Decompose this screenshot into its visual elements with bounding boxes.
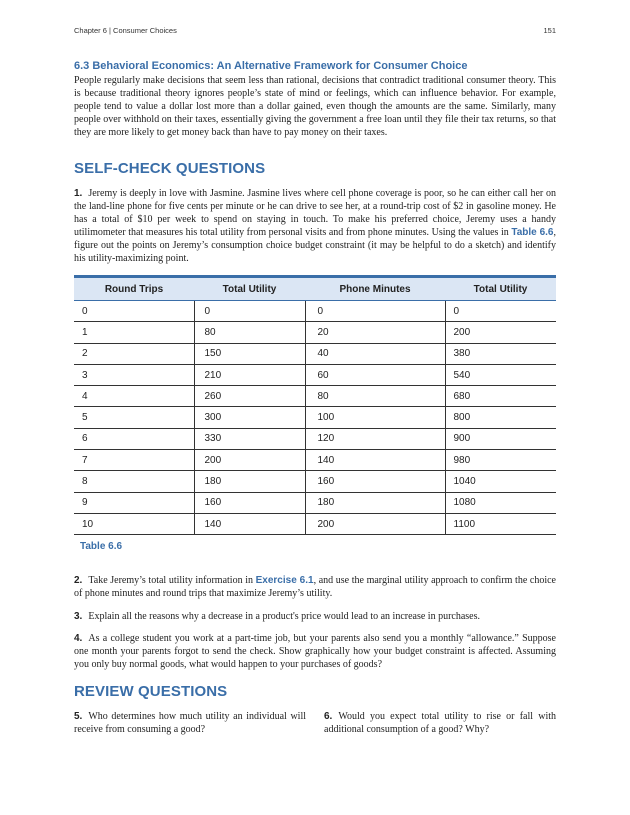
table-cell: 6 bbox=[74, 428, 194, 449]
question-number: 6. bbox=[324, 711, 333, 723]
table-cell: 980 bbox=[445, 450, 556, 471]
page-content bbox=[74, 60, 556, 736]
question-1-text-end: , figure out the points on Jeremy’s consumption choice budget constraint (it may be helpful to do a sketch) and identify his utility-maximizing point. bbox=[74, 227, 556, 264]
question-number: 3. bbox=[74, 611, 83, 623]
table-row bbox=[74, 301, 556, 322]
table-cell: 10 bbox=[74, 513, 194, 534]
table-cell: 9 bbox=[74, 492, 194, 513]
table-cell: 380 bbox=[445, 343, 556, 364]
table-cell: 160 bbox=[305, 471, 445, 492]
header-round-trips: Round Trips bbox=[74, 277, 194, 301]
table-cell: 540 bbox=[445, 364, 556, 385]
table-cell: 20 bbox=[305, 322, 445, 343]
table-cell: 800 bbox=[445, 407, 556, 428]
table-cell: 680 bbox=[445, 386, 556, 407]
table-cell: 150 bbox=[194, 343, 305, 364]
question-3 bbox=[74, 610, 556, 623]
table-cell: 120 bbox=[305, 428, 445, 449]
table-body bbox=[74, 301, 556, 535]
table-cell: 180 bbox=[194, 471, 305, 492]
question-number: 2. bbox=[74, 575, 83, 587]
table-cell: 200 bbox=[445, 322, 556, 343]
question-number: 5. bbox=[74, 711, 83, 723]
table-6-6-link[interactable]: Table 6.6 bbox=[511, 227, 554, 238]
table-row bbox=[74, 364, 556, 385]
question-3-text: Explain all the reasons why a decrease in a product's price would lead to an increase in purchases. bbox=[88, 611, 480, 623]
header-phone-minutes: Phone Minutes bbox=[305, 277, 445, 301]
table-cell: 80 bbox=[194, 322, 305, 343]
table-cell: 80 bbox=[305, 386, 445, 407]
table-cell: 1100 bbox=[445, 513, 556, 534]
question-4-text: As a college student you work at a part-time job, but your parents also send you a monthly “allowance.” Suppose one month your parents forgot to send the check. Show graphically how your budget constraint is affected. Assuming you only buy normal goods, what would happen to your purchases of goods? bbox=[74, 633, 556, 671]
question-6 bbox=[324, 710, 556, 736]
self-check-heading: SELF-CHECK QUESTIONS bbox=[74, 160, 266, 177]
table-cell: 180 bbox=[305, 492, 445, 513]
chapter-label: Chapter 6 | Consumer Choices bbox=[74, 26, 177, 35]
table-cell: 140 bbox=[305, 450, 445, 471]
table-cell: 2 bbox=[74, 343, 194, 364]
table-cell: 1080 bbox=[445, 492, 556, 513]
review-heading: REVIEW QUESTIONS bbox=[74, 683, 228, 701]
table-row bbox=[74, 407, 556, 428]
table-cell: 60 bbox=[305, 364, 445, 385]
table-cell: 0 bbox=[194, 301, 305, 322]
header-total-utility-trips: Total Utility bbox=[194, 277, 305, 301]
table-cell: 4 bbox=[74, 386, 194, 407]
table-cell: 100 bbox=[305, 407, 445, 428]
table-cell: 140 bbox=[194, 513, 305, 534]
table-cell: 8 bbox=[74, 471, 194, 492]
table-row bbox=[74, 386, 556, 407]
table-row bbox=[74, 492, 556, 513]
table-cell: 7 bbox=[74, 450, 194, 471]
table-cell: 330 bbox=[194, 428, 305, 449]
table-row bbox=[74, 471, 556, 492]
table-row bbox=[74, 322, 556, 343]
table-cell: 0 bbox=[445, 301, 556, 322]
page-number: 151 bbox=[543, 26, 556, 35]
table-cell: 200 bbox=[194, 450, 305, 471]
summary-paragraph: People regularly make decisions that seem less than rational, decisions that contradict traditional consumer theory. This is because traditional theory ignores people’s state of mind or feelings, which can influence behavior. For example, people tend to value a dollar lost more than a dollar gained, even though the amounts are the same. Similarly, many people over withhold on their taxes, essentially giving the government a free loan until they file their tax returns, so that they are more likely to get money back than have to pay money on their taxes. bbox=[74, 75, 556, 138]
exercise-6-1-link[interactable]: Exercise 6.1 bbox=[255, 575, 314, 587]
table-cell: 0 bbox=[305, 301, 445, 322]
table-cell: 40 bbox=[305, 343, 445, 364]
table-row bbox=[74, 343, 556, 364]
table-row bbox=[74, 450, 556, 471]
table-row bbox=[74, 513, 556, 534]
question-2-text: Take Jeremy’s total utility information in bbox=[88, 575, 256, 587]
question-4 bbox=[74, 632, 556, 671]
question-5-text: Who determines how much utility an individual will receive from consuming a good? bbox=[74, 711, 306, 736]
table-cell: 900 bbox=[445, 428, 556, 449]
question-2 bbox=[74, 574, 556, 600]
table-cell: 160 bbox=[194, 492, 305, 513]
utility-table bbox=[74, 275, 556, 535]
review-questions bbox=[74, 710, 556, 736]
question-2-text-end: , and use the marginal utility approach to confirm the choice of phone minutes and round trips that maximize Jeremy’s utility. bbox=[74, 575, 556, 600]
question-1-text: Jeremy is deeply in love with Jasmine. Jasmine lives where cell phone coverage is poor, so he can either call her on the land-line phone for five cents per minute or he can drive to see her, at a round-trip cost of $2 in gasoline money. He has a total of $10 per week to spend on staying in touch. To make his preferred choice, Jeremy uses a handy utilimometer that measures his total utility from personal visits and from phone minutes. Using the values in bbox=[74, 188, 556, 238]
table-cell: 300 bbox=[194, 407, 305, 428]
table-cell: 1040 bbox=[445, 471, 556, 492]
question-number: 4. bbox=[74, 633, 83, 645]
table-cell: 3 bbox=[74, 364, 194, 385]
question-number: 1. bbox=[74, 188, 83, 199]
question-6-text: Would you expect total utility to rise or fall with additional consumption of a good? Why? bbox=[324, 711, 556, 736]
table-cell: 1 bbox=[74, 322, 194, 343]
table-cell: 200 bbox=[305, 513, 445, 534]
header-total-utility-phone: Total Utility bbox=[445, 277, 556, 301]
question-1 bbox=[74, 187, 556, 265]
table-row bbox=[74, 428, 556, 449]
table-cell: 210 bbox=[194, 364, 305, 385]
table-header-row bbox=[74, 277, 556, 301]
summary-section-title: 6.3 Behavioral Economics: An Alternative Framework for Consumer Choice bbox=[74, 60, 468, 72]
table-caption: Table 6.6 bbox=[80, 541, 123, 553]
question-5 bbox=[74, 710, 306, 736]
table-cell: 0 bbox=[74, 301, 194, 322]
running-header bbox=[74, 26, 556, 38]
table-cell: 5 bbox=[74, 407, 194, 428]
table-cell: 260 bbox=[194, 386, 305, 407]
